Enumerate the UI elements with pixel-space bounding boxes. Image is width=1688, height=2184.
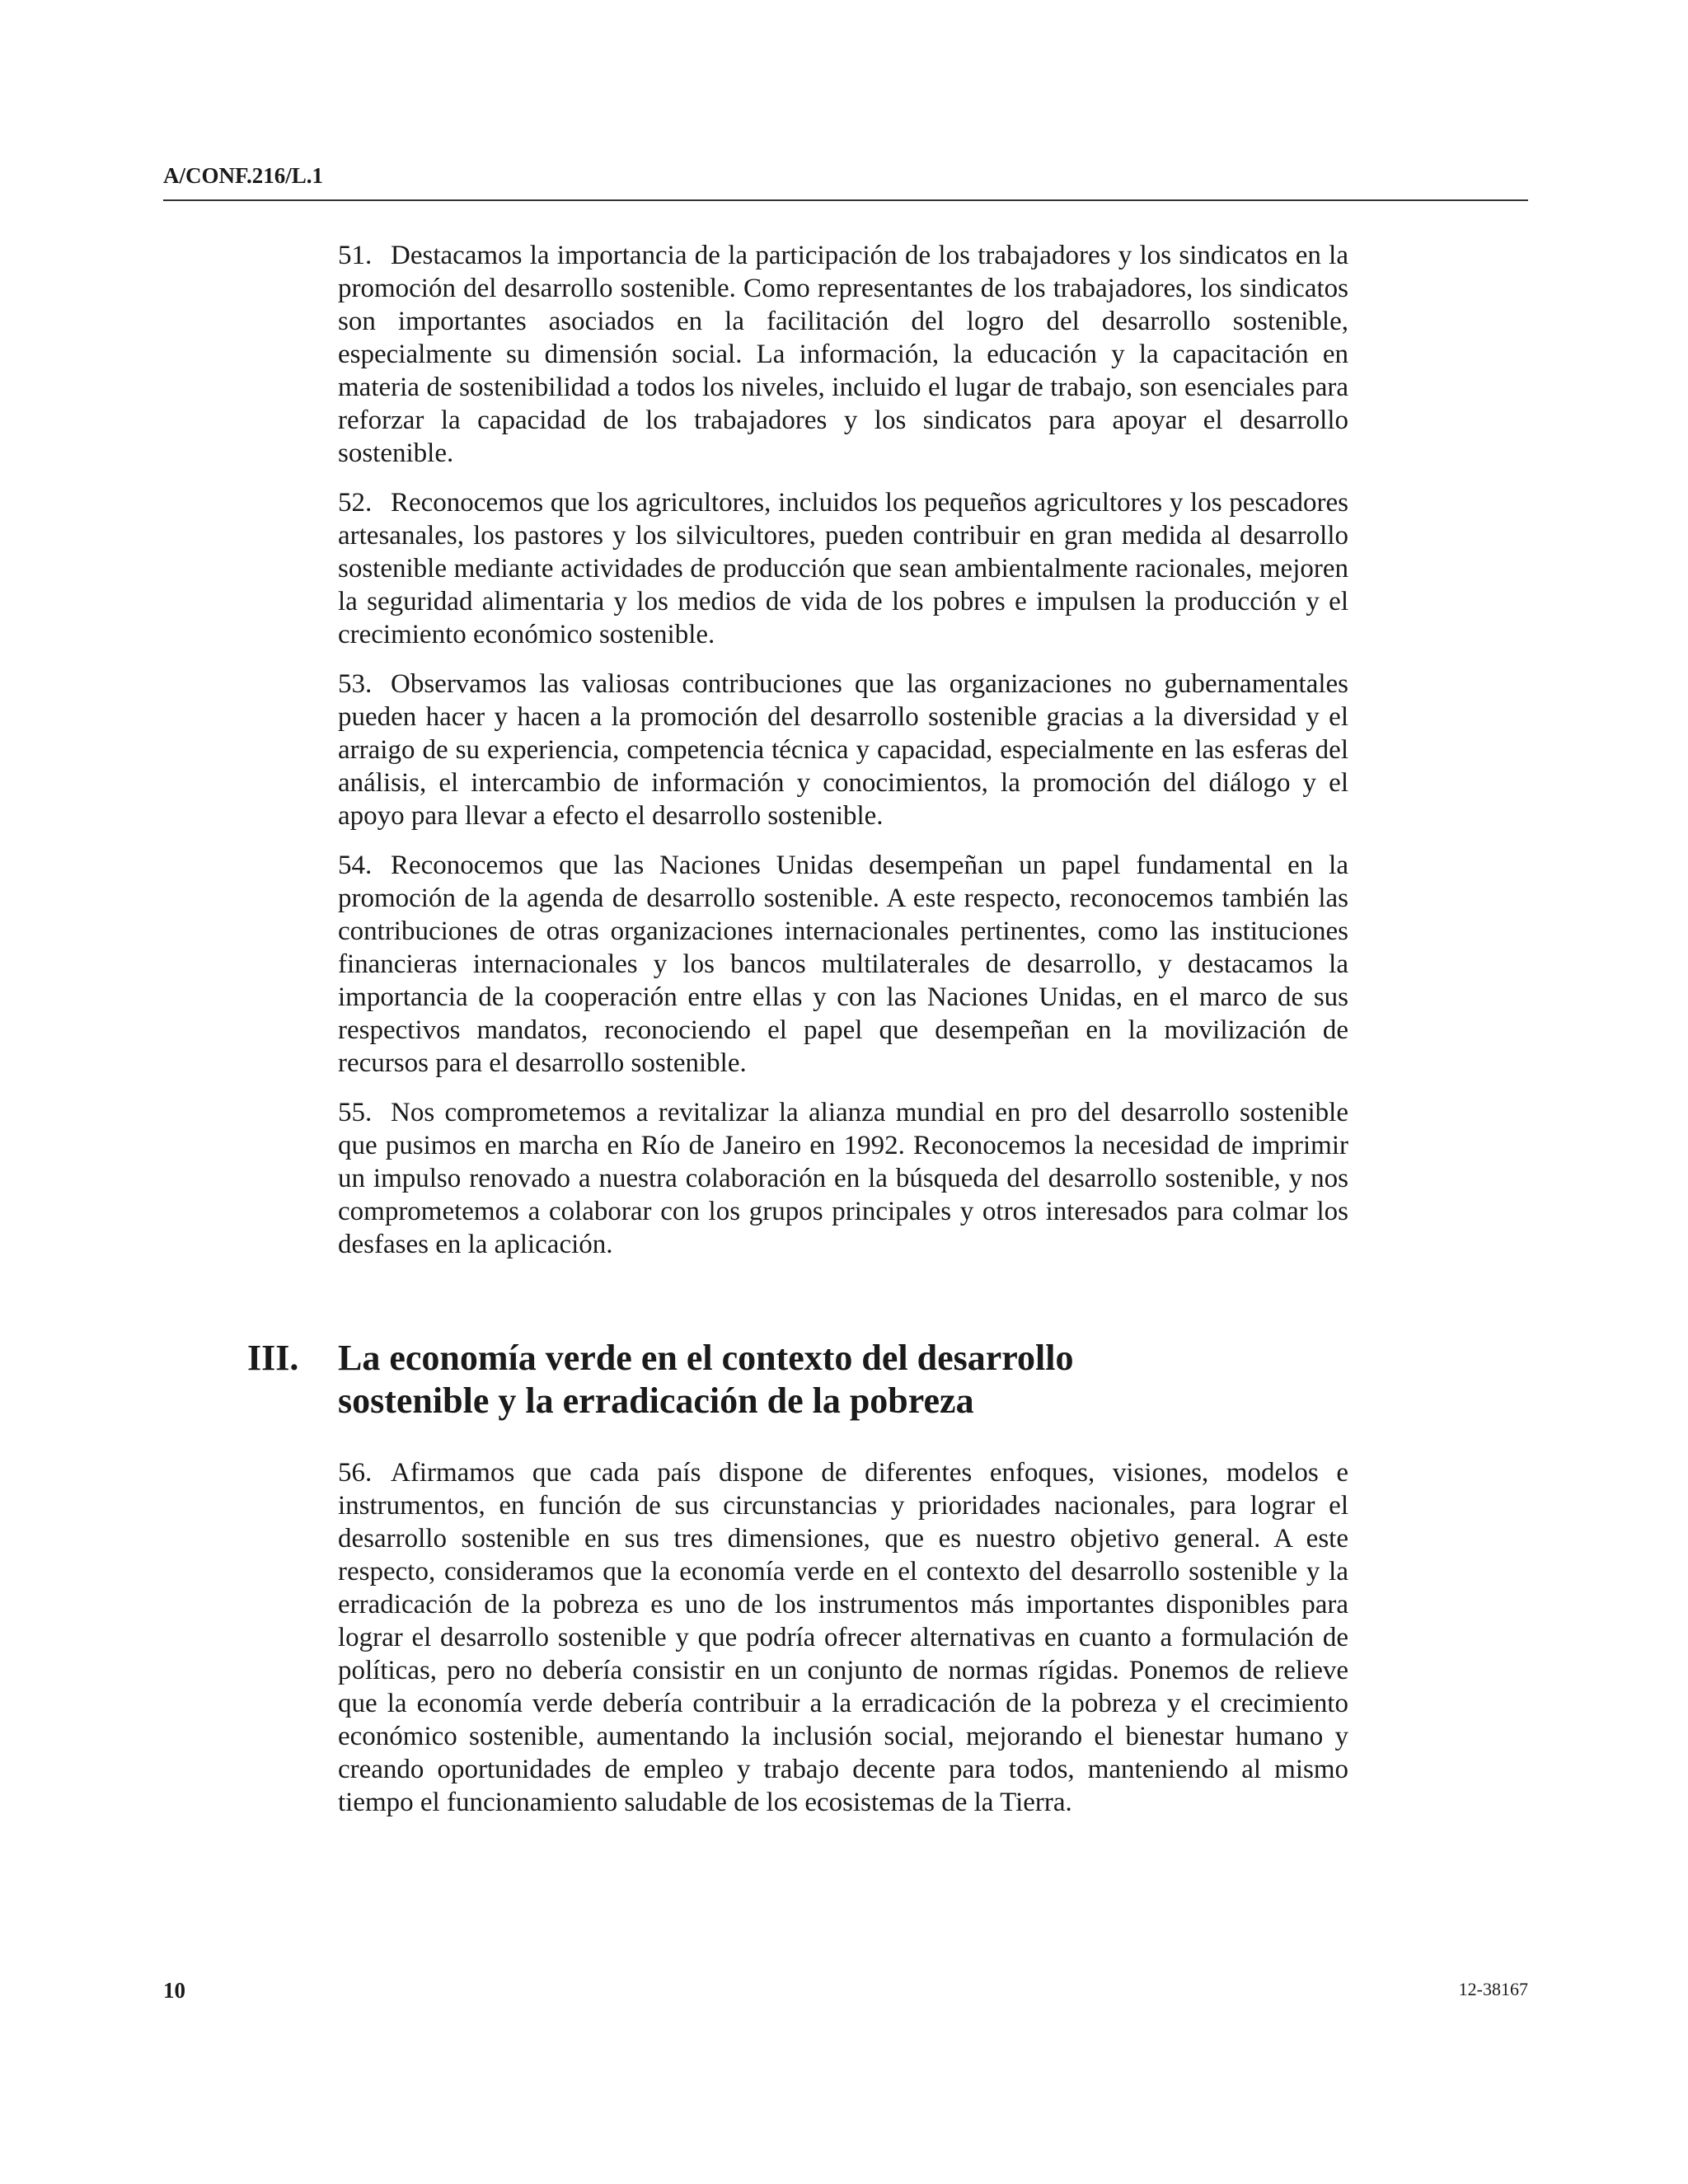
paragraph-text: Reconocemos que las Naciones Unidas desempeñan un papel fundamental en la promoción de la agenda de desarrollo sostenible. A este respecto, reconocemos también las contribuciones de otras organizaciones internacionales pertinentes, como las instituciones financieras internacionales y los bancos multilaterales de desarrollo, y destacamos la importancia de la cooperación entre ellas y con las Naciones Unidas, en el marco de sus respectivos mandatos, reconociendo el papel que desempeñan en la movilización de recursos para el desarrollo sostenible. [338,851,1348,1078]
paragraph-number: 53. [338,669,373,699]
paragraph-number: 55. [338,1098,373,1127]
section-number: III. [247,1338,299,1378]
paragraph-number: 51. [338,241,373,270]
paragraph-52 [338,486,1348,651]
paragraphs-block [338,239,1348,1277]
paragraph-53 [338,668,1348,832]
paragraphs-block-2 [338,1456,1348,1835]
paragraph-text: Nos comprometemos a revitalizar la alianza mundial en pro del desarrollo sostenible que pusimos en marcha en Río de Janeiro en 1992. Reconocemos la necesidad de imprimir un impulso renovado a nuestra colaboración en la búsqueda del desarrollo sostenible, y nos comprometemos a colaborar con los grupos principales y otros interesados para colmar los desfases en la aplicación. [338,1098,1348,1259]
section-title [338,1337,1327,1422]
paragraph-number: 54. [338,851,373,880]
section-title-line-2: sostenible y la erradicación de la pobreza [338,1380,974,1421]
paragraph-number: 56. [338,1458,373,1488]
job-number: 12-38167 [1458,1979,1528,1999]
section-title-line-1: La economía verde en el contexto del desarrollo [338,1338,1074,1378]
document-symbol: A/CONF.216/L.1 [163,163,324,188]
paragraph-text: Reconocemos que los agricultores, incluidos los pequeños agricultores y los pescadores artesanales, los pastores y los silvicultores, pueden contribuir en gran medida al desarrollo sostenible mediante actividades de producción que sean ambientalmente racionales, mejoren la seguridad alimentaria y los medios de vida de los pobres e impulsen la producción y el crecimiento económico sostenible. [338,488,1348,649]
paragraph-51 [338,239,1348,470]
paragraph-54 [338,849,1348,1080]
paragraph-text: Afirmamos que cada país dispone de diferentes enfoques, visiones, modelos e instrumentos, en función de sus circunstancias y prioridades nacionales, para lograr el desarrollo sostenible en sus tres dimensiones, que es nuestro objetivo general. A este respecto, consideramos que la economía verde en el contexto del desarrollo sostenible y la erradicación de la pobreza es uno de los instrumentos más importantes disponibles para lograr el desarrollo sostenible y que podría ofrecer alternativas en cuanto a formulación de políticas, pero no debería consistir en un conjunto de normas rígidas. Ponemos de relieve que la economía verde debería contribuir a la erradicación de la pobreza y el crecimiento económico sostenible, aumentando la inclusión social, mejorando el bienestar humano y creando oportunidades de empleo y trabajo decente para todos, manteniendo al mismo tiempo el funcionamiento saludable de los ecosistemas de la Tierra. [338,1458,1348,1817]
paragraph-text: Destacamos la importancia de la participación de los trabajadores y los sindicatos en la promoción del desarrollo sostenible. Como representantes de los trabajadores, los sindicatos son importantes asociados en la facilitación del logro del desarrollo sostenible, especialmente su dimensión social. La información, la educación y la capacitación en materia de sostenibilidad a todos los niveles, incluido el lugar de trabajo, son esenciales para reforzar la capacidad de los trabajadores y los sindicatos para apoyar el desarrollo sostenible. [338,241,1348,468]
paragraph-text: Observamos las valiosas contribuciones que las organizaciones no gubernamentales pueden hacer y hacen a la promoción del desarrollo sostenible gracias a la diversidad y el arraigo de su experiencia, competencia técnica y capacidad, especialmente en las esferas del análisis, el intercambio de información y conocimientos, la promoción del diálogo y el apoyo para llevar a efecto el desarrollo sostenible. [338,669,1348,831]
page-number: 10 [163,1978,185,2003]
paragraph-56 [338,1456,1348,1819]
paragraph-55 [338,1096,1348,1261]
page-header [163,163,1528,201]
paragraph-number: 52. [338,488,373,518]
